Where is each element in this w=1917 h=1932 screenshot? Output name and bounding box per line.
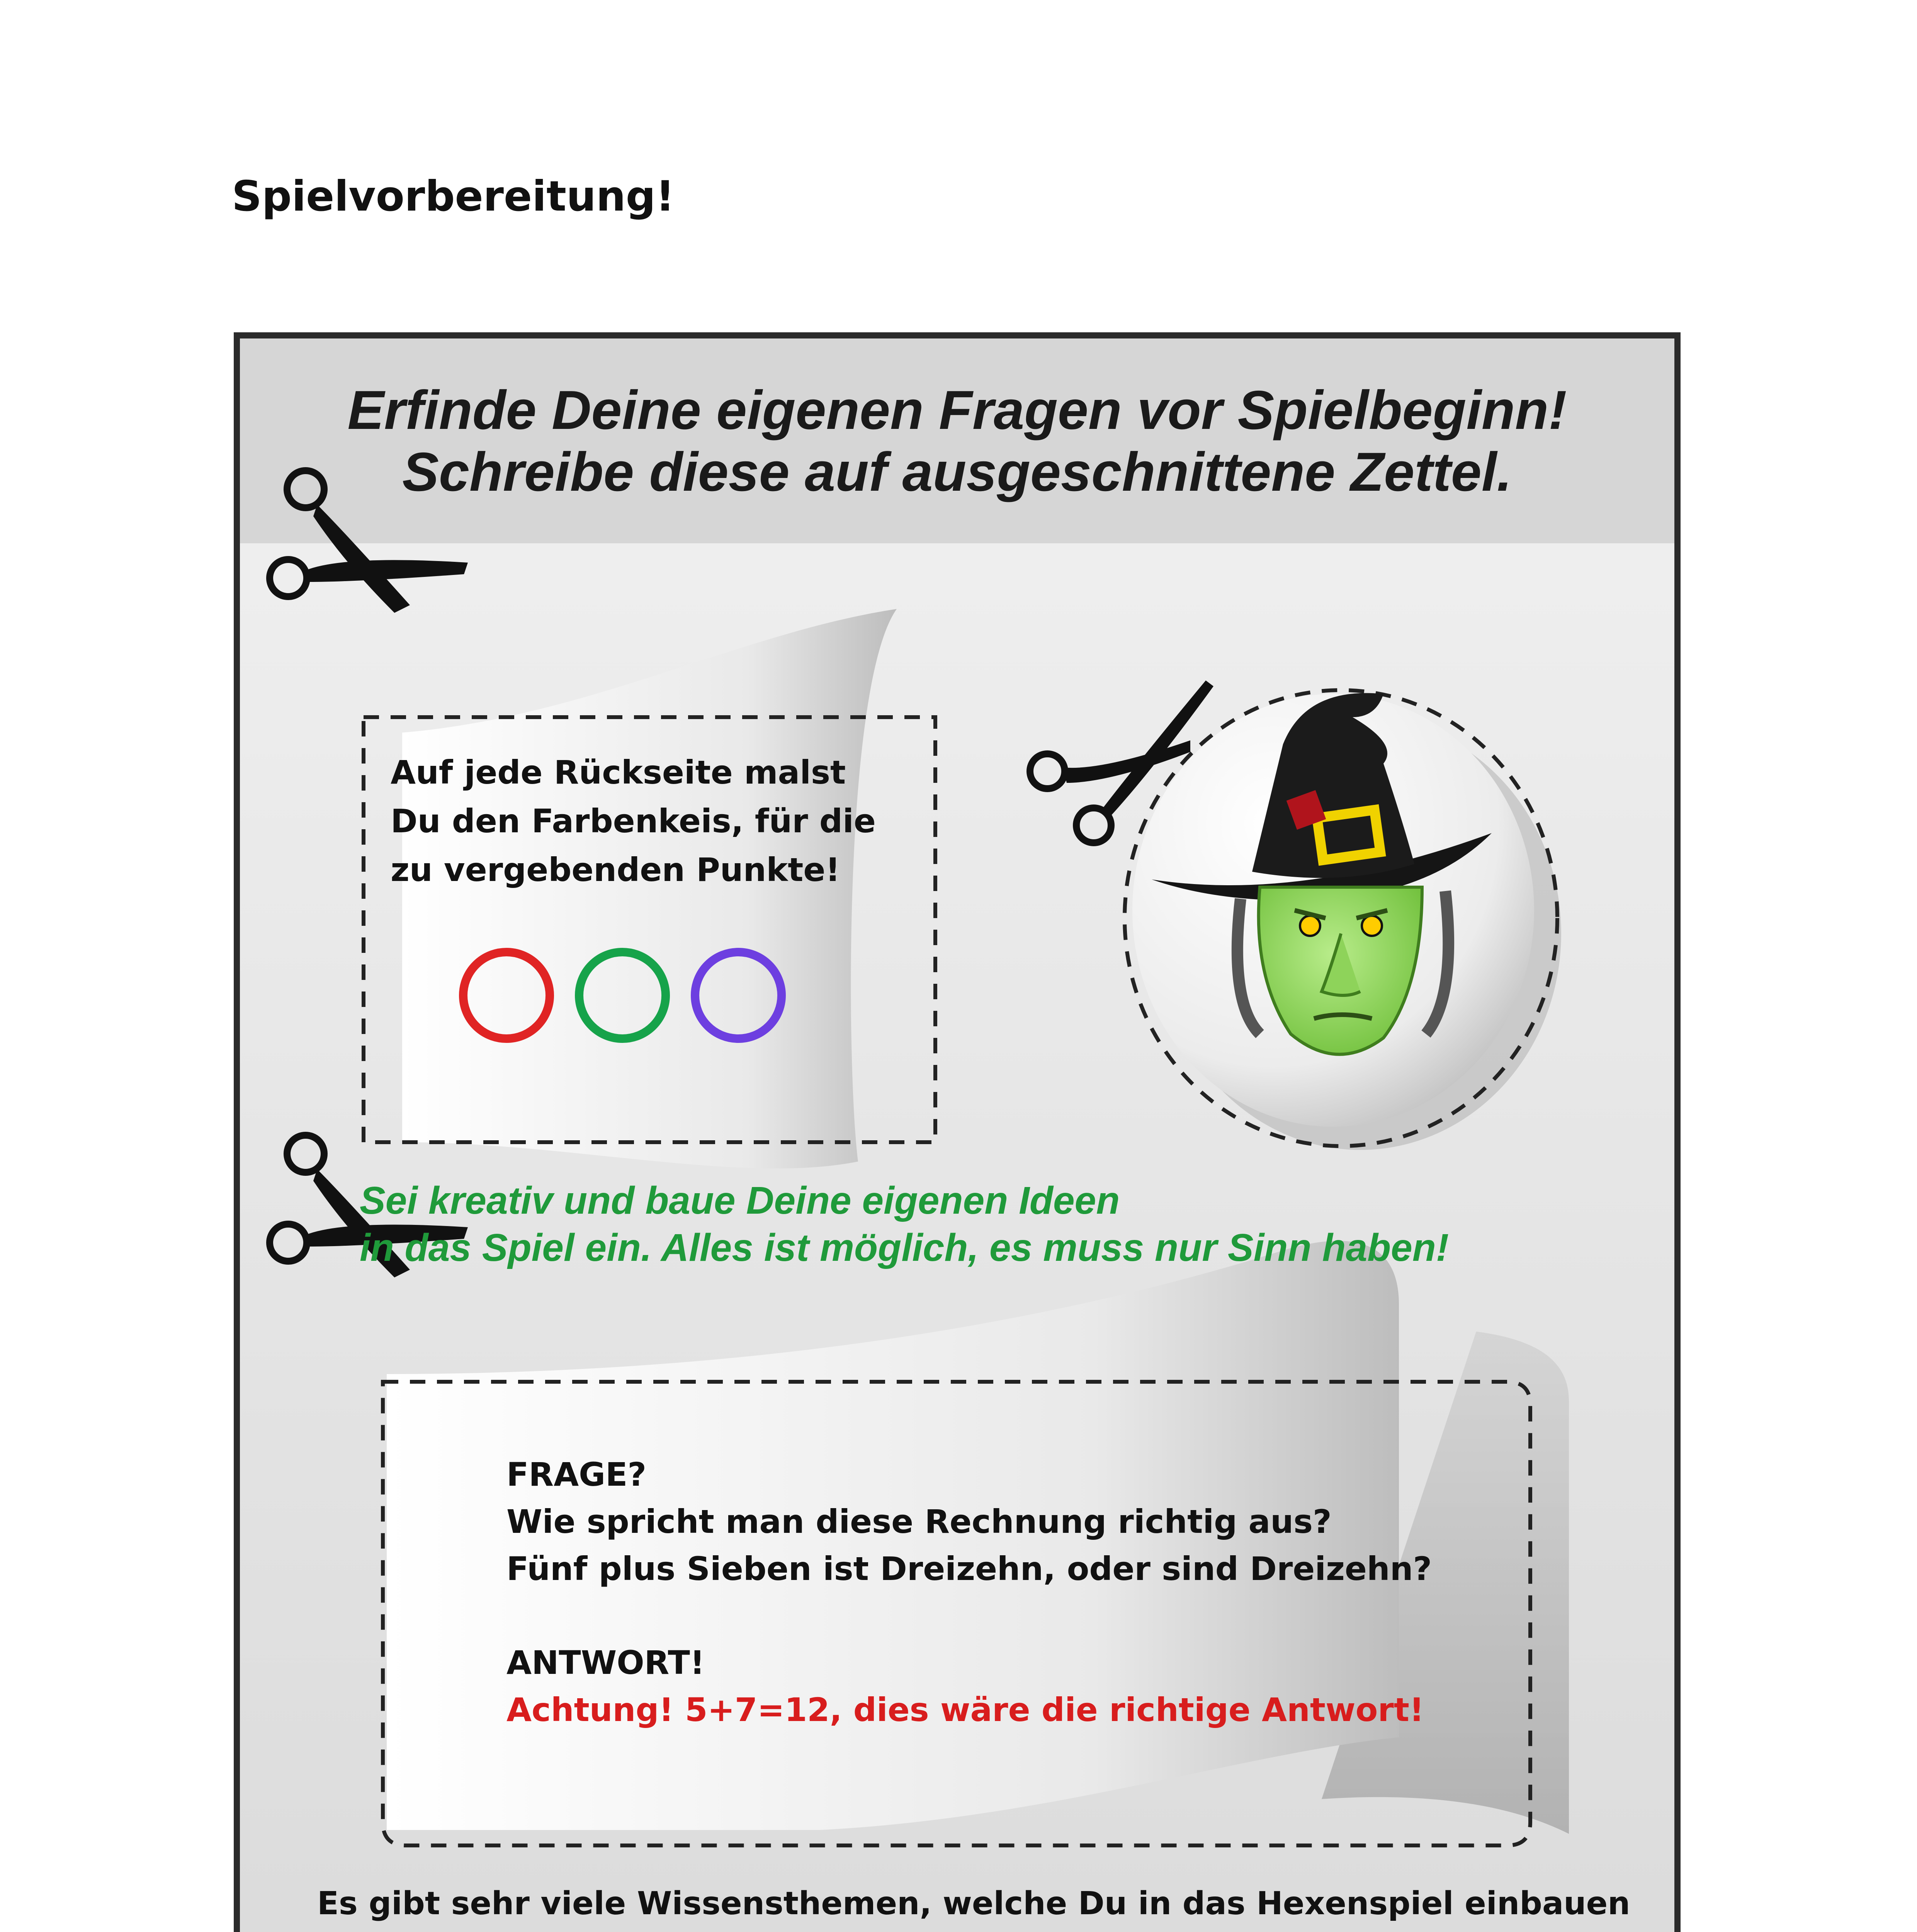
banner-line-2: Schreibe diese auf ausgeschnittene Zettel. bbox=[402, 441, 1512, 503]
question-line-2: Fünf plus Sieben ist Dreizehn, oder sind Dreizehn? bbox=[506, 1549, 1432, 1588]
creative-note bbox=[360, 1177, 1635, 1271]
answer-text: Achtung! 5+7=12, dies wäre die richtige Antwort! bbox=[506, 1690, 1424, 1729]
creative-note-line-2: in das Spiel ein. Alles ist möglich, es muss nur Sinn haben! bbox=[360, 1226, 1449, 1269]
creative-note-line-1: Sei kreativ und baue Deine eigenen Ideen bbox=[360, 1179, 1120, 1222]
instruction-panel bbox=[234, 332, 1681, 1932]
points-card-line-2: Du den Farbenkeis, für die bbox=[391, 802, 876, 840]
question-card-text bbox=[506, 1451, 1511, 1734]
question-line-1: Wie spricht man diese Rechnung richtig aus? bbox=[506, 1502, 1332, 1541]
body-paragraph bbox=[317, 1880, 1646, 1932]
points-card-line-1: Auf jede Rückseite malst bbox=[391, 753, 846, 791]
points-card-line-3: zu vergebenden Punkte! bbox=[391, 851, 840, 889]
body-line: Es gibt sehr viele Wissensthemen, welche Du in das Hexenspiel einbauen bbox=[317, 1885, 1630, 1922]
witch-icon bbox=[1125, 690, 1561, 1150]
banner-line-1: Erfinde Deine eigenen Fragen vor Spielbeginn! bbox=[347, 379, 1567, 441]
scissors-icon-1 bbox=[270, 471, 468, 613]
answer-label: ANTWORT! bbox=[506, 1644, 705, 1682]
page-heading: Spielvorbereitung! bbox=[232, 172, 675, 221]
points-card-text bbox=[391, 748, 876, 894]
question-label: FRAGE? bbox=[506, 1456, 647, 1493]
